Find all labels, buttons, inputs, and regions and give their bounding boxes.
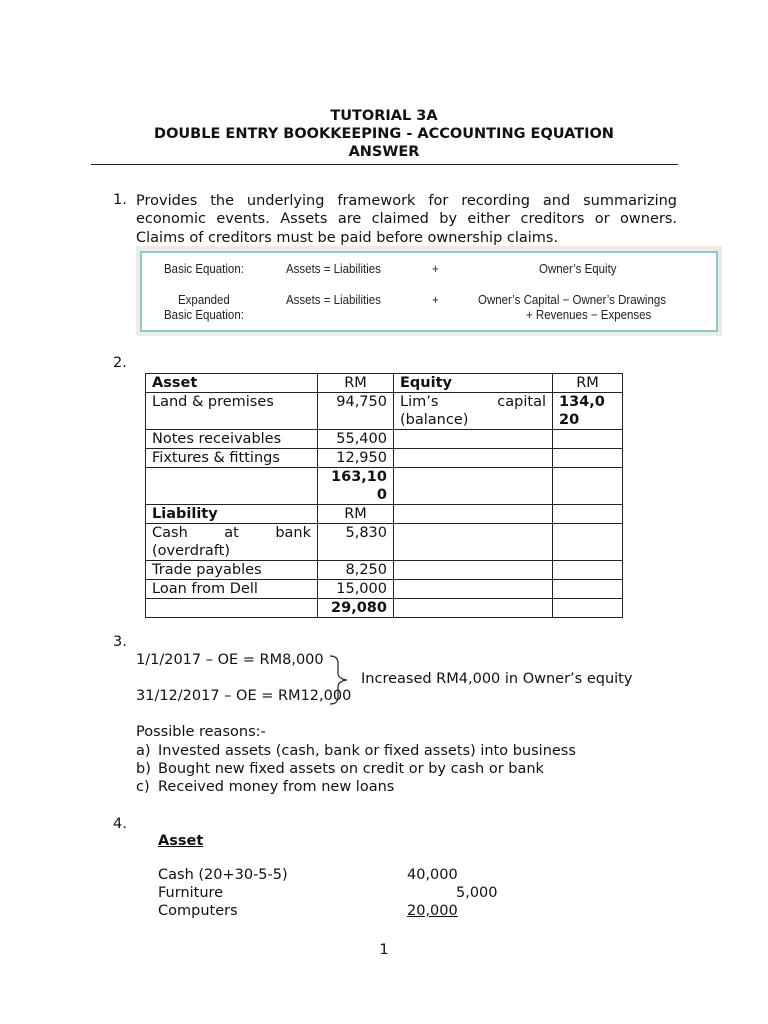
q1-number: 1. [113, 192, 127, 208]
equity-value-line: 20 [559, 412, 580, 428]
q3-opening-equity: 1/1/2017 – OE = RM8,000 [136, 652, 324, 668]
asset-label: Land & premises [146, 393, 318, 430]
q3-reason-text: Bought new fixed assets on credit or by cash or bank [158, 761, 544, 777]
q4-item-value: 40,000 [407, 867, 458, 883]
liability-label: Trade payables [146, 561, 318, 580]
asset-value: 12,950 [318, 449, 394, 468]
equity-label [394, 393, 553, 430]
page-number: 1 [379, 942, 389, 958]
table-row [146, 468, 623, 505]
liability-total: 29,080 [318, 599, 394, 618]
q4-item-label: Computers [158, 903, 238, 919]
q3-reason-text: Invested assets (cash, bank or fixed assets) into business [158, 743, 576, 759]
liability-rm-header: RM [318, 505, 394, 524]
asset-value: 55,400 [318, 430, 394, 449]
equity-label-word: Lim’s [400, 394, 439, 410]
basic-equation-label: Basic Equation: [164, 262, 244, 276]
liability-label [146, 524, 318, 561]
q3-number: 3. [113, 634, 127, 650]
q4-asset-heading: Asset [158, 833, 204, 849]
equity-rm-header: RM [553, 374, 623, 393]
q3-reason-text: Received money from new loans [158, 779, 395, 795]
basic-equation-left: Assets = Liabilities [286, 262, 381, 276]
liability-value: 5,830 [318, 524, 394, 561]
asset-total-line: 0 [376, 487, 387, 503]
q3-closing-equity: 31/12/2017 – OE = RM12,000 [136, 688, 352, 704]
liability-label: Loan from Dell [146, 580, 318, 599]
liability-value: 8,250 [318, 561, 394, 580]
table-row [146, 430, 623, 449]
liability-label-word: (overdraft) [152, 543, 230, 559]
liability-value: 15,000 [318, 580, 394, 599]
expanded-equation-left: Assets = Liabilities [286, 293, 381, 307]
table-row [146, 393, 623, 430]
q3-reason-marker: a) [136, 743, 151, 759]
title-tutorial: TUTORIAL 3A [330, 108, 438, 124]
equity-label-word: capital [497, 394, 546, 410]
header-rule [91, 164, 678, 165]
liability-label-word: bank [275, 525, 311, 541]
q3-reason-marker: b) [136, 761, 151, 777]
expanded-equation-plus: + [432, 293, 439, 307]
curly-brace-icon [328, 655, 354, 705]
balance-sheet-table [145, 373, 623, 618]
q1-text: Provides the underlying framework for recording and summarizing economic events. Assets are claimed by either creditors or owners. Claims of creditors must be paid before ownership claims. [136, 193, 677, 246]
asset-header: Asset [146, 374, 318, 393]
q2-number: 2. [113, 355, 127, 371]
table-row [146, 524, 623, 561]
q3-equity-increase-note: Increased RM4,000 in Owner’s equity [361, 671, 633, 687]
asset-total [318, 468, 394, 505]
q4-item-label: Cash (20+30-5-5) [158, 867, 288, 883]
expanded-equation-label-1: Expanded [178, 293, 230, 307]
liability-label-word: Cash [152, 525, 188, 541]
asset-value: 94,750 [318, 393, 394, 430]
expanded-equation-right-1: Owner’s Capital − Owner’s Drawings [478, 293, 667, 307]
title-answer: ANSWER [348, 144, 420, 160]
table-row [146, 374, 623, 393]
equity-value [553, 393, 623, 430]
basic-equation-right: Owner’s Equity [539, 262, 617, 276]
expanded-equation-label-2: Basic Equation: [164, 308, 244, 322]
table-row [146, 561, 623, 580]
equity-value-line: 134,0 [559, 394, 605, 410]
asset-label: Notes receivables [146, 430, 318, 449]
title-topic: DOUBLE ENTRY BOOKKEEPING - ACCOUNTING EQUATION [154, 126, 614, 142]
asset-rm-header: RM [318, 374, 394, 393]
q4-item-value: 5,000 [456, 885, 498, 901]
asset-label: Fixtures & fittings [146, 449, 318, 468]
table-row [146, 505, 623, 524]
table-row [146, 580, 623, 599]
q3-reasons-title: Possible reasons:- [136, 724, 266, 740]
q4-item-value: 20,000 [407, 903, 458, 919]
asset-total-line: 163,10 [331, 469, 387, 485]
equation-box [136, 246, 722, 336]
table-row [146, 599, 623, 618]
table-row [146, 449, 623, 468]
expanded-equation-right-2: + Revenues − Expenses [526, 308, 652, 322]
equity-label-word: (balance) [400, 412, 469, 428]
liability-header: Liability [146, 505, 318, 524]
q4-item-label: Furniture [158, 885, 224, 901]
equity-header: Equity [394, 374, 553, 393]
basic-equation-plus: + [432, 262, 439, 276]
equation-box-inner [140, 251, 718, 332]
q3-reason-marker: c) [136, 779, 150, 795]
liability-label-word: at [224, 525, 239, 541]
q4-number: 4. [113, 816, 127, 832]
